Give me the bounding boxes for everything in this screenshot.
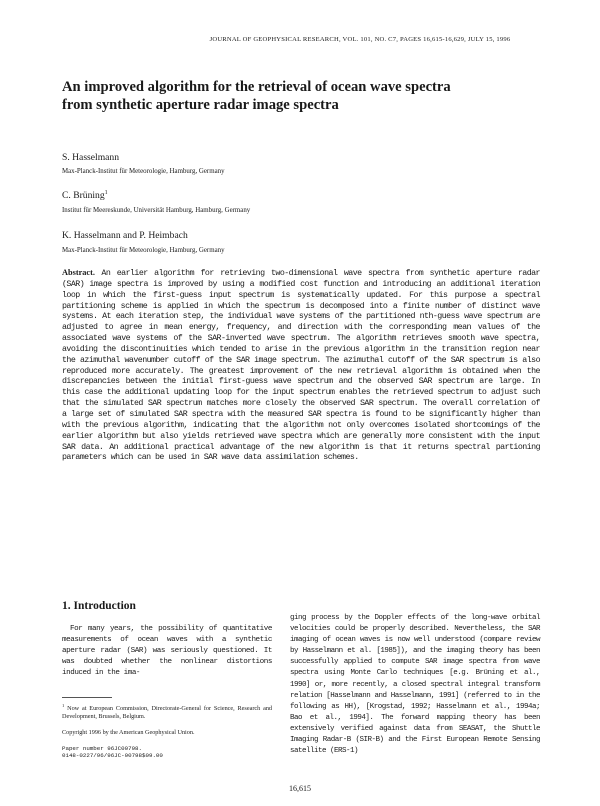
author-2 <box>62 190 108 201</box>
author-3 <box>62 230 188 241</box>
author-name: C. Brüning <box>62 190 105 202</box>
left-column <box>62 600 272 759</box>
footnote-marker: 1 <box>62 703 65 709</box>
section-heading: 1. Introduction <box>62 600 136 612</box>
footnote-text: Now at European Commission, Directorate-General for Science, Research and Development, Brussels, Belgium. <box>62 705 273 721</box>
abstract-text: An earlier algorithm for retrieving two-dimensional wave spectra from synthetic aperture radar (SAR) image spectra is improved by using a modified cost function and introducing an additional iteration loop in which the first-guess input spectrum is systematically updated. For this purpose a spectral partitioning scheme is applied in which the spectrum is decomposed into a finite number of distinct wave systems. At each iteration step, the individual wave systems of the partitioned nth-guess wave spectrum are adjusted to agree in mean energy, frequency, and direction with the corresponding mean values of the associated wave systems of the SAR-inverted wave spectrum. The algorithm retrieves smooth wave spectra, avoiding the discontinuities which tended to arise in the previous algorithm in the transition region near the azimuthal wavenumber cutoff of the SAR image spectrum. The azimuthal cutoff of the SAR spectrum is also reproduced more accurately. The greatest improvement of the new retrieval algorithm is obtained when the discrepancies between the initial first-guess wave spectrum and the observed SAR spectrum are large. In this case the additional updating loop for the input spectrum enables the retrieved spectrum to adjust such that the simulated SAR spectrum matches more closely the observed SAR spectrum. The overall correlation of a large set of simulated SAR spectra with the measured SAR spectra is found to be significantly higher than with the previous algorithm, indicating that the algorithm not only overcomes isolated shortcomings of the earlier algorithm but also yields retrieved wave spectra which are generally more consistent with the input SAR data. An additional practical advantage of the new algorithm is that it returns spectral partioning parameters which can be used in SAR wave data assimilation schemes. <box>62 269 540 463</box>
abstract <box>62 268 540 464</box>
affiliation-3: Max-Planck-Institut für Meteorologie, Hamburg, Germany <box>62 247 225 254</box>
affiliation-1: Max-Planck-Institut für Meteorologie, Hamburg, Germany <box>62 168 225 175</box>
page-number: 16,615 <box>289 784 311 793</box>
paper-title: An improved algorithm for the retrieval of ocean wave spectra from synthetic aperture radar image spectra <box>62 79 451 113</box>
footnote-divider <box>62 697 112 698</box>
copyright: Copyright 1996 by the American Geophysical Union. <box>62 728 195 736</box>
paper-number: Paper number 96JC00798. <box>62 744 143 752</box>
intro-text-left: For many years, the possibility of quantitative measurements of ocean waves with a synthetic aperture radar (SAR) was seriously questioned. It was doubted whether the nonlinear distortions induced in the ima- <box>62 625 272 678</box>
author-name: K. Hasselmann and P. Heimbach <box>62 230 188 241</box>
abstract-label: Abstract. <box>62 268 95 277</box>
right-column <box>290 613 540 757</box>
author-1 <box>62 152 119 163</box>
intro-paragraph-left <box>62 624 272 679</box>
footnote <box>62 702 272 720</box>
author-footnote-marker: 1 <box>104 190 108 196</box>
intro-paragraph-right: ging process by the Doppler effects of the long-wave orbital velocities could be properly described. Nevertheless, the SAR imaging of ocean waves is now well understood (compare review by Hasselmann et al. [1985]), and the imaging theory has been successfully applied to compute SAR image spectra from wave spectra using Monte Carlo techniques [e.g. Brüning et al., 1990] or, more recently, a closed spectral integral transform relation [Hasselmann and Hasselmann, 1991] (referred to in the following as HH), [Krogstad, 1992; Hasselmann et al., 1994a; Bao et al., 1994]. The forward mapping theory has been extensively verified against data from SEASAT, the Shuttle Imaging Radar-B (SIR-B) and the First European Remote Sensing satellite (ERS-1) <box>290 614 540 756</box>
journal-header: JOURNAL OF GEOPHYSICAL RESEARCH, VOL. 101, NO. C7, PAGES 16,615-16,629, JULY 15, 1996 <box>209 36 511 43</box>
issn-line: 0148-0227/96/96JC-00798$09.00 <box>62 751 163 759</box>
author-name: S. Hasselmann <box>62 152 120 163</box>
affiliation-2: Institut für Meereskunde, Universität Hamburg, Hamburg, Germany <box>62 207 251 214</box>
